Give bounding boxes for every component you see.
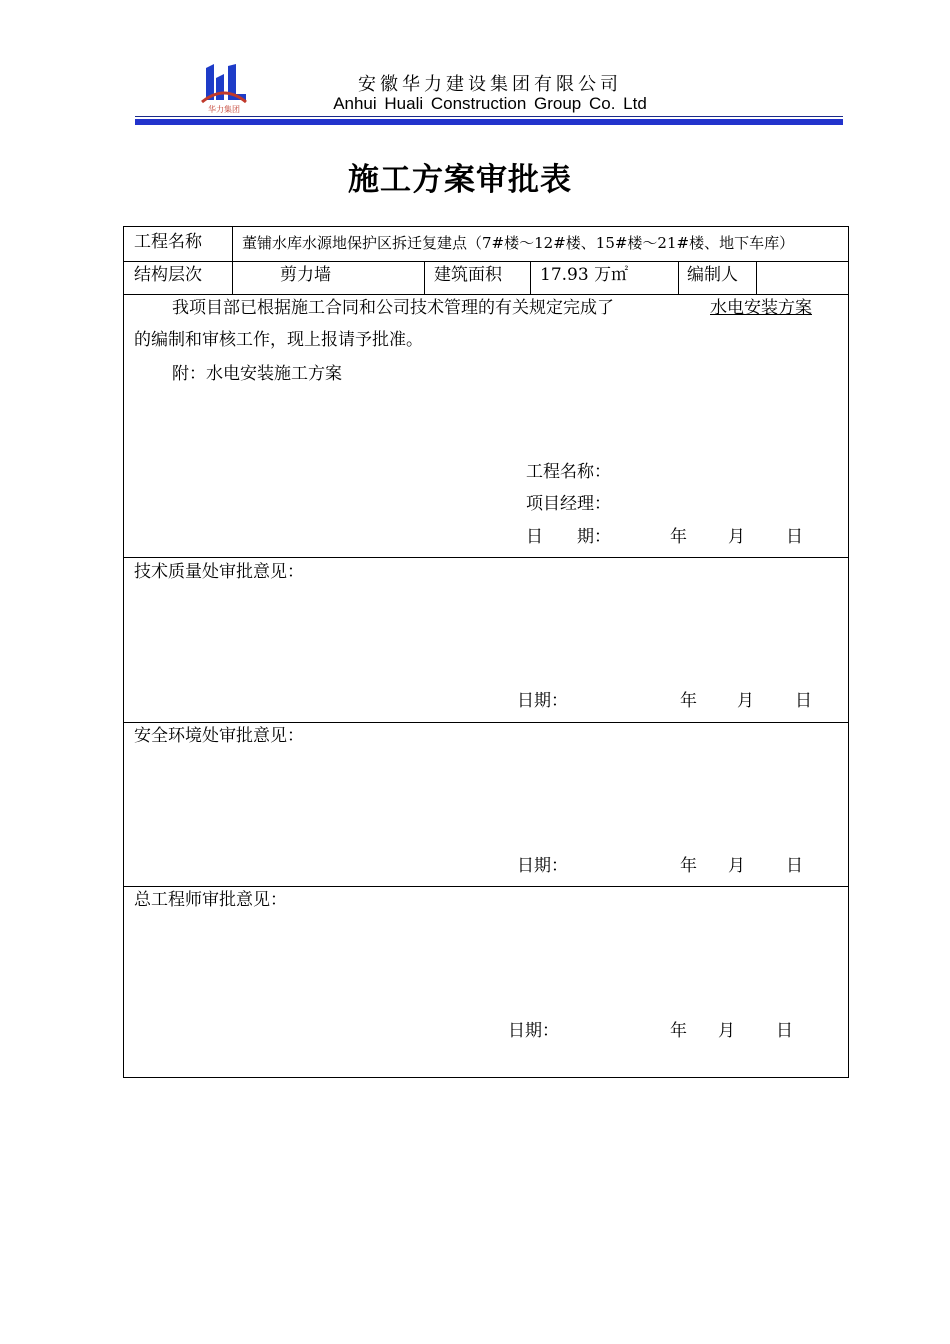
application-text-line1: 我项目部已根据施工合同和公司技术管理的有关规定完成了 bbox=[172, 298, 614, 318]
col-divider bbox=[678, 261, 679, 294]
header-rule-thin bbox=[135, 116, 843, 117]
sign-project-name-label: 工程名称： bbox=[526, 462, 611, 482]
chief-year: 年 bbox=[670, 1021, 687, 1041]
col-divider bbox=[530, 261, 531, 294]
structure-label: 结构层次 bbox=[134, 265, 202, 285]
logo-caption: 华力集团 bbox=[208, 105, 240, 114]
application-day: 日 bbox=[786, 527, 803, 547]
application-date-label: 日 期： bbox=[526, 527, 611, 547]
chief-engineer-opinion-label: 总工程师审批意见： bbox=[134, 890, 287, 910]
safety-date-label: 日期： bbox=[517, 856, 568, 876]
safety-day: 日 bbox=[786, 856, 803, 876]
tech-quality-opinion-label: 技术质量处审批意见： bbox=[134, 562, 304, 582]
area-label: 建筑面积 bbox=[434, 265, 502, 285]
chief-day: 日 bbox=[776, 1021, 793, 1041]
safety-month: 月 bbox=[728, 856, 745, 876]
row-divider bbox=[124, 722, 848, 723]
col-divider bbox=[424, 261, 425, 294]
plan-name: 水电安装方案 bbox=[710, 298, 812, 318]
safety-year: 年 bbox=[680, 856, 697, 876]
tech-year: 年 bbox=[680, 691, 697, 711]
row-divider bbox=[124, 886, 848, 887]
safety-opinion-label: 安全环境处审批意见： bbox=[134, 726, 304, 746]
document-title: 施工方案审批表 bbox=[348, 162, 572, 198]
header-rule-thick bbox=[135, 119, 843, 125]
row-divider bbox=[124, 294, 848, 295]
tech-day: 日 bbox=[795, 691, 812, 711]
project-manager-label: 项目经理： bbox=[526, 494, 611, 514]
project-name-value: 董铺水库水源地保护区拆迁复建点（7#楼～12#楼、15#楼～21#楼、地下车库） bbox=[242, 234, 795, 252]
col-divider bbox=[232, 261, 233, 294]
tech-date-label: 日期： bbox=[517, 691, 568, 711]
col-divider bbox=[756, 261, 757, 294]
area-value: 17.93 万㎡ bbox=[540, 265, 629, 285]
structure-value: 剪力墙 bbox=[280, 265, 331, 285]
application-year: 年 bbox=[670, 527, 687, 547]
attachment-text: 附：水电安装施工方案 bbox=[172, 364, 342, 384]
tech-month: 月 bbox=[737, 691, 754, 711]
editor-label: 编制人 bbox=[687, 265, 738, 285]
company-name-en: Anhui Huali Construction Group Co. Ltd bbox=[333, 94, 647, 113]
company-name-cn: 安徽华力建设集团有限公司 bbox=[358, 74, 622, 95]
application-text-line2: 的编制和审核工作，现上报请予批准。 bbox=[134, 330, 423, 350]
col-divider bbox=[232, 227, 233, 261]
company-logo-mark bbox=[198, 62, 250, 106]
application-month: 月 bbox=[728, 527, 745, 547]
chief-month: 月 bbox=[718, 1021, 735, 1041]
chief-date-label: 日期： bbox=[508, 1021, 559, 1041]
approval-form bbox=[123, 226, 849, 1078]
project-name-label: 工程名称 bbox=[134, 232, 202, 252]
row-divider bbox=[124, 557, 848, 558]
